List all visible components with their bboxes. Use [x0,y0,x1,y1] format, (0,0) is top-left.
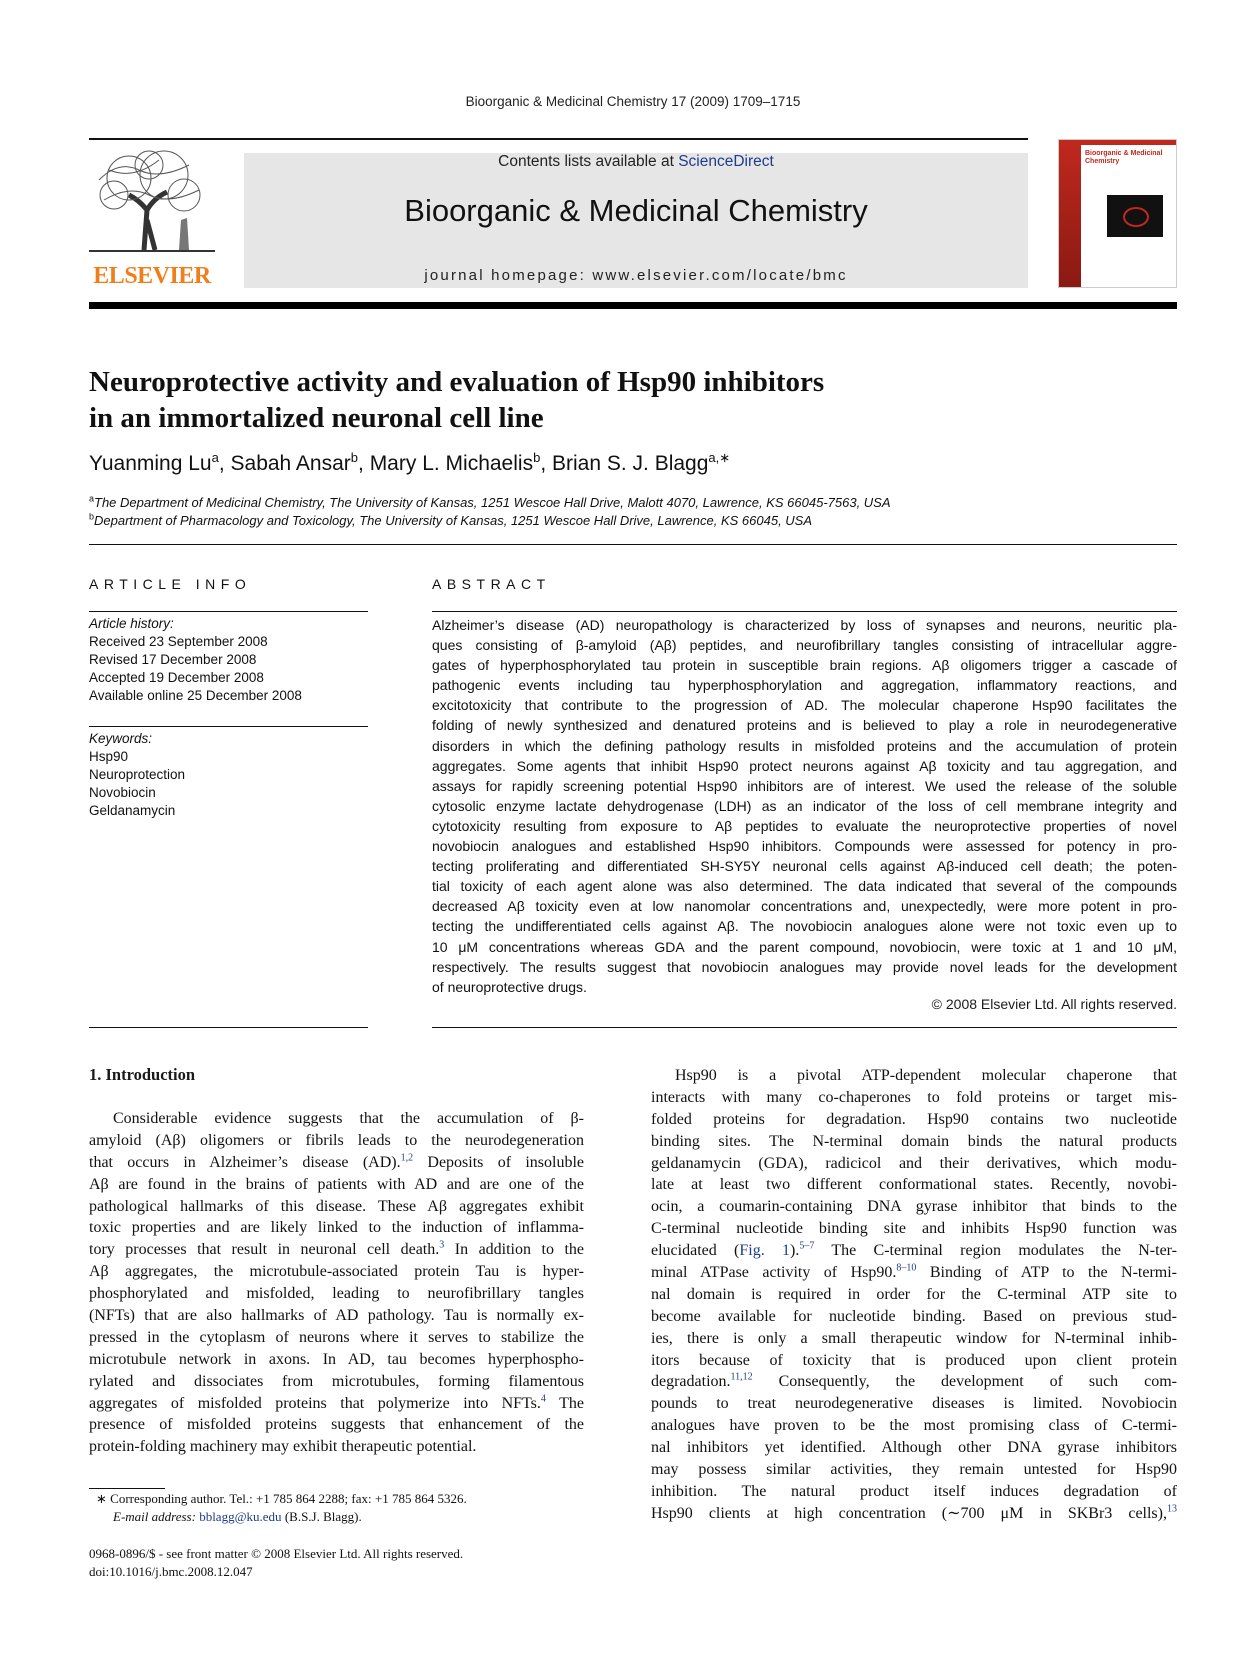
text-line [89,1108,584,1130]
corresponding-footnote [96,1490,467,1508]
cover-topbar [1081,140,1176,145]
text-run: ). [790,1242,800,1260]
history-item: Received 23 September 2008 [89,634,268,649]
footnote-text: Corresponding author. Tel.: +1 785 864 2288; fax: +1 785 864 5326. [110,1491,467,1506]
text-run: interacts with many co-chaperones to fold proteins or target mis- [651,1088,1177,1106]
footnote-divider [89,1488,165,1489]
text-run: elucidated ( [651,1242,740,1260]
author-name[interactable]: Sabah Ansar [230,452,351,475]
abstract-copyright: © 2008 Elsevier Ltd. All rights reserved. [931,996,1177,1012]
affiliation-mark: b [89,511,95,522]
abstract-line: cytosolic enzyme lactate dehydrogenase (LDH) as an indicator of the loss of cell membrane integrity and [432,797,1177,814]
author-separator: , [540,452,552,475]
text-run: Hsp90 clients at high concentration (∼700 μM in SKBr3 cells), [651,1504,1167,1522]
text-run: late at least two different conformational states. Recently, novobi- [651,1176,1177,1194]
text-run: become available for nucleotide binding. Based on previous stud- [651,1307,1177,1325]
text-line [89,1393,584,1415]
author-affiliation-mark: a [211,450,219,465]
text-run: nal domain is required in order for the C-terminal ATP site to [651,1285,1177,1303]
citation-ref[interactable]: 13 [1167,1503,1177,1515]
abstract-line: cytotoxicity resulting from exposure to Aβ peptides to evaluate the neuroprotective properties of novel [432,817,1177,834]
text-line [651,1459,1177,1481]
history-item: Available online 25 December 2008 [89,688,302,703]
history-item: Revised 17 December 2008 [89,652,257,667]
article-history [89,615,369,705]
abstract-line: novobiocin analogues and established Hsp90 inhibitors. Compounds were assessed for potency in pro- [432,838,1177,855]
text-run: folded proteins for degradation. Hsp90 contains two nucleotide [651,1110,1177,1128]
text-line [651,1371,1177,1393]
cover-band [1059,140,1081,287]
text-line [651,1087,1177,1109]
journal-homepage[interactable]: journal homepage: www.elsevier.com/locate/bmc [424,267,848,284]
text-run: (NFTs) that are also hallmarks of AD pathology. Tau is normally ex- [89,1307,584,1325]
text-run: binding sites. The N-terminal domain binds the natural products [651,1132,1177,1150]
text-run: Binding of ATP to the N-termi- [916,1264,1178,1282]
affiliation-a [89,495,891,510]
abstract-line: pathogenic events including tau hyperphosphorylation and aggregation, inflammatory reactions, and [432,677,1177,694]
text-run: itors because of toxicity that is produced upon client protein [651,1351,1177,1369]
section-heading: 1. Introduction [89,1065,196,1084]
citation-ref[interactable]: 4 [540,1393,546,1405]
abstract-line: of neuroprotective drugs. [432,978,587,995]
text-run: pounds to treat neurodegenerative diseases is limited. Novobiocin [651,1395,1177,1413]
text-line [651,1350,1177,1372]
abstract-line: aggregates. Some agents that inhibit Hsp90 protect neurons against Aβ toxicity and tau aggregation, and [432,757,1177,774]
journal-citation: Bioorganic & Medicinal Chemistry 17 (2009) 1709–1715 [465,94,801,109]
abstract-line: respectively. The results suggest that novobiocin analogues may provide novel leads for the development [432,958,1177,975]
text-line [651,1218,1177,1240]
keywords [89,730,369,820]
text-run: degradation. [651,1373,731,1391]
text-run: inhibition. The natural product itself induces degradation of [651,1482,1177,1500]
header-divider [89,302,1177,309]
text-run: Hsp90 is a pivotal ATP-dependent molecular chaperone that [675,1067,1177,1084]
article-info-heading: ARTICLE INFO [89,576,252,592]
affiliation-text: Department of Pharmacology and Toxicology, The University of Kansas, 1251 Wescoe Hall Drive, Lawrence, KS 66045, USA [94,513,813,528]
text-line [89,1349,584,1371]
text-run: that occurs in Alzheimer’s disease (AD). [89,1153,401,1171]
abstract-line: Alzheimer’s disease (AD) neuropathology is characterized by loss of synapses and neurons, neuritic pla- [432,617,1177,633]
text-line [89,1305,584,1327]
abstract-body [432,615,1177,997]
author-separator: , [358,452,370,475]
text-line [651,1196,1177,1218]
text-line [651,1174,1177,1196]
text-run: Consequently, the development of such com- [752,1373,1177,1391]
text-run: Aβ aggregates, the microtubule-associated protein Tau is hyper- [89,1263,584,1281]
text-run: pressed in the cytoplasm of neurons where it serves to stabilize the [89,1328,584,1346]
text-line [651,1284,1177,1306]
text-run: toxic properties and are likely linked to the induction of inflamma- [89,1219,584,1237]
journal-cover-thumbnail [1058,139,1177,288]
divider [89,1027,368,1028]
text-line [651,1240,1177,1262]
sciencedirect-link[interactable]: ScienceDirect [678,153,774,170]
title-line: Neuroprotective activity and evaluation of Hsp90 inhibitors [89,366,825,398]
abstract-line: folding of newly synthesized and denatured proteins and is believed to play a role in neurodegenerative [432,717,1177,734]
elsevier-logo [89,150,215,290]
author-affiliation-mark: b [350,450,359,465]
text-run: In addition to the [444,1241,584,1259]
keyword: Novobiocin [89,785,156,800]
affiliation-text: The Department of Medicinal Chemistry, The University of Kansas, 1251 Wescoe Hall Drive, Malott 4070, Lawrence, KS 66045-7563, USA [94,495,891,510]
author-name[interactable]: Yuanming Lu [89,452,212,475]
text-line [651,1131,1177,1153]
abstract-line: disorders in which the defining pathology results in misfolded proteins and the accumulation of protein [432,737,1177,754]
text-line [89,1196,584,1218]
text-line [651,1109,1177,1131]
divider [89,544,1177,545]
history-label: Article history: [89,616,174,631]
text-line [89,1217,584,1239]
abstract-line: gates of hyperphosphorylated tau protein in susceptible brain regions. Aβ oligomers trigger a cascade of [432,657,1177,674]
text-line [651,1481,1177,1503]
divider [89,138,1028,140]
abstract-heading: ABSTRACT [432,576,551,592]
keyword: Neuroprotection [89,767,186,782]
text-run: Considerable evidence suggests that the accumulation of β- [113,1110,584,1127]
author-name[interactable]: Mary L. Michaelis [369,452,534,475]
article-title [89,364,989,436]
abstract-line: tecting the undifferentiated cells against Aβ. The novobiocin analogues alone were not toxic even up to [432,918,1177,935]
text-line [89,1436,584,1458]
divider [89,611,368,612]
text-line [651,1306,1177,1328]
intro-right-column [651,1065,1177,1525]
intro-left-column [89,1108,584,1458]
keyword: Geldanamycin [89,803,176,818]
text-line [651,1393,1177,1415]
cover-image [1107,195,1163,237]
divider [432,1027,1177,1028]
text-run: pathological hallmarks of this disease. These Aβ aggregates exhibit [89,1197,584,1215]
text-line [89,1327,584,1349]
footnote-mark: ∗ [96,1491,107,1506]
citation-ref[interactable]: 3 [439,1240,445,1252]
keywords-label: Keywords: [89,731,153,746]
abstract-line: tial toxicity of each agent alone was also determined. The data indicated that several of the compounds [432,878,1177,895]
abstract-line: tecting proliferating and differentiated SH-SY5Y neuronal cells against Aβ-induced cell death; the poten- [432,858,1177,875]
email-footnote [113,1508,362,1526]
text-run: geldanamycin (GDA), radicicol and their derivatives, which modu- [651,1154,1177,1172]
text-run: aggregates of misfolded proteins that polymerize into NFTs. [89,1394,541,1412]
text-run: C-terminal nucleotide binding site and inhibits Hsp90 function was [651,1220,1177,1238]
text-run: protein-folding machinery may exhibit therapeutic potential. [89,1438,477,1456]
text-line [651,1065,1177,1087]
author-list [89,452,730,476]
text-line [651,1503,1177,1525]
divider [432,611,1177,612]
text-run: minal ATPase activity of Hsp90. [651,1264,897,1282]
author-name[interactable]: Brian S. J. Blagg [551,452,709,475]
email-link[interactable]: bblagg@ku.edu [199,1509,282,1524]
journal-banner [244,153,1028,288]
text-run: rylated and dissociates from microtubules, forming filamentous [89,1372,584,1390]
text-line [651,1328,1177,1350]
text-line [89,1130,584,1152]
text-line [89,1239,584,1261]
text-run: ies, there is only a small therapeutic window for N-terminal inhib- [651,1329,1177,1347]
author-separator: , [218,452,231,475]
affiliation-mark: a [89,493,95,504]
email-suffix: (B.S.J. Blagg). [281,1509,362,1524]
history-item: Accepted 19 December 2008 [89,670,264,685]
abstract-line: excitotoxicity that contribute to the progression of AD. The molecular chaperone Hsp90 facilitates the [432,697,1177,714]
text-line [651,1262,1177,1284]
divider [89,726,368,727]
author-affiliation-mark: a,∗ [708,450,731,465]
abstract-line: decreased Aβ toxicity even at low nanomolar concentrations and, unexpectedly, were more potent in pro- [432,898,1177,915]
text-run: nal inhibitors yet identified. Although other DNA gyrase inhibitors [651,1439,1177,1457]
text-run: The [545,1394,584,1412]
text-run: microtubule network in axons. In AD, tau becomes hyperphospho- [89,1350,584,1368]
figure-link[interactable]: Fig. 1 [739,1242,791,1260]
elsevier-tree-icon [89,150,215,255]
contents-line [244,153,1028,171]
title-line: in an immortalized neuronal cell line [89,402,544,434]
text-line [89,1261,584,1283]
abstract-line: 10 μM concentrations whereas GDA and the parent compound, novobiocin, were toxic at 1 and 10 μM, [432,938,1177,955]
text-run: presence of misfolded proteins suggests that enhancement of the [89,1416,584,1434]
text-run: The C-terminal region modulates the N-ter- [814,1242,1178,1260]
text-run: amyloid (Aβ) oligomers or fibrils leads to the neurodegeneration [89,1131,584,1149]
journal-title: Bioorganic & Medicinal Chemistry [404,193,868,228]
contents-label: Contents lists available at [498,153,679,170]
abstract-line: ques consisting of β-amyloid (Aβ) peptides, and neurofibrillary tangles consisting of intracellular aggre- [432,637,1177,654]
text-line [651,1153,1177,1175]
affiliation-b [89,513,812,528]
text-line [89,1152,584,1174]
text-line [651,1415,1177,1437]
text-run: phosphorylated and misfolded, leading to neurofibrillary tangles [89,1285,584,1303]
doi: doi:10.1016/j.bmc.2008.12.047 [89,1564,253,1579]
citation-ref[interactable]: 1,2 [400,1152,414,1164]
text-line [651,1437,1177,1459]
text-run: may possess similar activities, they remain untested for Hsp90 [651,1461,1177,1479]
text-line [89,1371,584,1393]
abstract-line: assays for rapidly screening potential Hsp90 inhibitors are of interest. We used the release of the soluble [432,777,1177,794]
keyword: Hsp90 [89,749,129,764]
front-matter: 0968-0896/$ - see front matter © 2008 Elsevier Ltd. All rights reserved. [89,1546,464,1561]
text-run: Deposits of insoluble [413,1153,584,1171]
text-run: ocin, a coumarin-containing DNA gyrase inhibitor that binds to the [651,1198,1177,1216]
email-label: E-mail address: [113,1509,200,1524]
text-line [89,1283,584,1305]
text-line [89,1174,584,1196]
elsevier-wordmark: ELSEVIER [93,263,211,289]
text-run: Aβ are found in the brains of patients with AD and are one of the [89,1175,584,1193]
citation-ref[interactable]: 11,12 [730,1372,753,1384]
citation-ref[interactable]: 8–10 [896,1262,917,1274]
text-line [89,1414,584,1436]
citation-ref[interactable]: 5–7 [799,1240,815,1252]
text-run: tory processes that result in neuronal cell death. [89,1241,440,1259]
cover-title: Bioorganic & Medicinal Chemistry [1085,150,1163,165]
author-affiliation-mark: b [533,450,541,465]
text-run: analogues have proven to be the most promising class of C-termi- [651,1417,1177,1435]
